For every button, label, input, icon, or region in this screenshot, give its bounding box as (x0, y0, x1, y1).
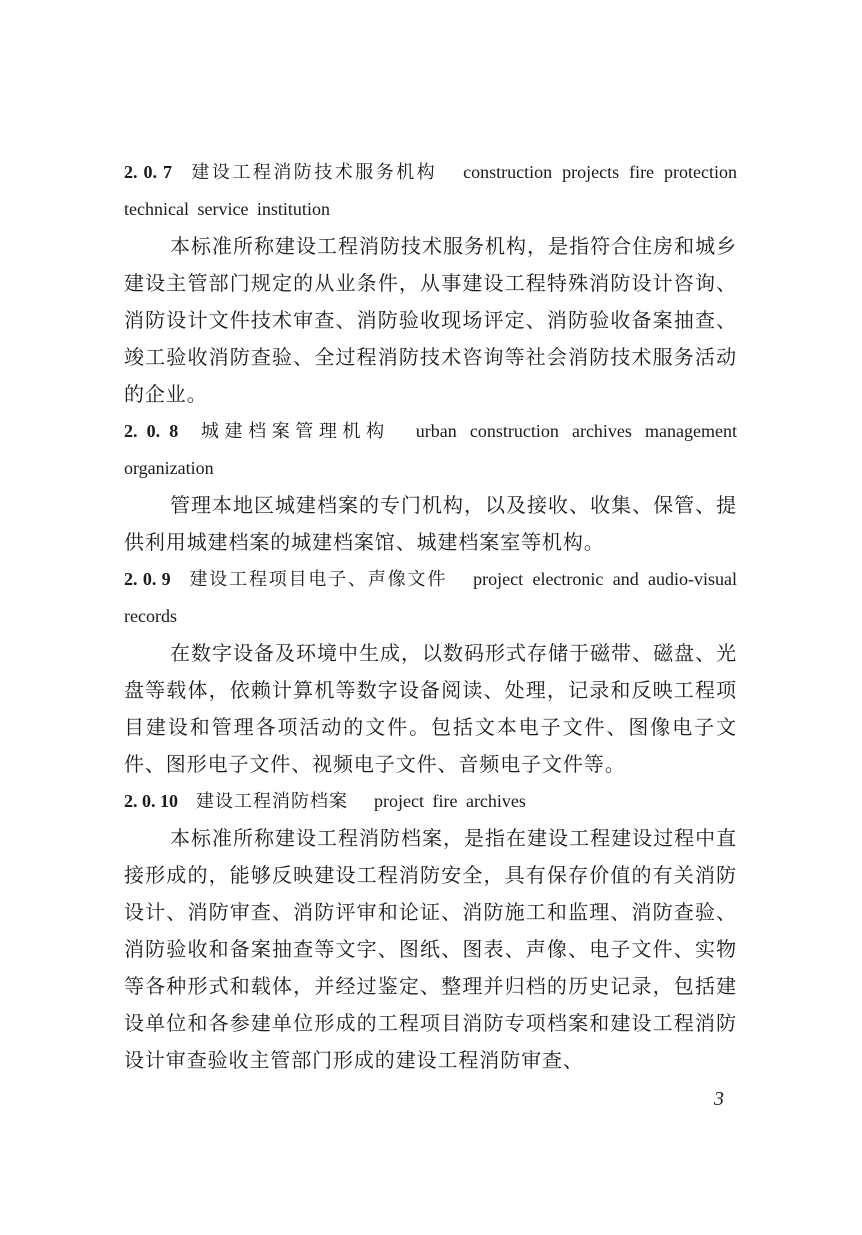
term-title-zh: 建设工程消防技术服务机构 (189, 162, 438, 183)
term-definition: 在数字设备及环境中生成，以数码形式存储于磁带、磁盘、光盘等载体，依赖计算机等数字设备阅读、处理，记录和反映工程项目建设和管理各项活动的文件。包括文本电子文件、图像电子文件、图形电子文件、视频电子文件、音频电子文件等。 (124, 641, 737, 776)
term-heading (124, 154, 737, 228)
term-number: 2. 0. 10 (124, 791, 178, 811)
document-page (124, 154, 737, 1079)
term-definition: 管理本地区城建档案的专门机构，以及接收、收集、保管、提供利用城建档案的城建档案馆、城建档案室等机构。 (124, 493, 737, 554)
term-title-en: project fire archives (374, 791, 526, 811)
page-number: 3 (714, 1088, 724, 1110)
term-definition: 本标准所称建设工程消防技术服务机构，是指符合住房和城乡建设主管部门规定的从业条件，从事建设工程特殊消防设计咨询、消防设计文件技术审查、消防验收现场评定、消防验收备案抽查、竣工验收消防查验、全过程消防技术咨询等社会消防技术服务活动的企业。 (124, 234, 737, 406)
term-number: 2. 0. 7 (124, 162, 172, 182)
term-title-en: urban construction archives management organization (124, 421, 737, 478)
term-title-zh: 建设工程消防档案 (196, 791, 348, 812)
term-title-en: construction projects fire protection technical service institution (124, 162, 737, 219)
term-2-0-7 (124, 154, 737, 413)
term-title-zh: 建设工程项目电子、声像文件 (188, 569, 448, 590)
term-2-0-8 (124, 413, 737, 561)
term-definition: 本标准所称建设工程消防档案，是指在建设工程建设过程中直接形成的，能够反映建设工程消防安全，具有保存价值的有关消防设计、消防审查、消防评审和论证、消防施工和监理、消防查验、消防验收和备案抽查等文字、图纸、图表、声像、电子文件、实物等各种形式和载体，并经过鉴定、整理并归档的历史记录，包括建设单位和各参建单位形成的工程项目消防专项档案和建设工程消防设计审查验收主管部门形成的建设工程消防审查、 (124, 826, 737, 1072)
term-heading (124, 561, 737, 635)
term-title-zh: 城建档案管理机构 (196, 421, 390, 442)
term-number: 2. 0. 9 (124, 569, 171, 589)
term-number: 2. 0. 8 (124, 421, 179, 441)
term-title-en: project electronic and audio-visual records (124, 569, 738, 626)
term-heading (124, 413, 737, 487)
term-heading (124, 783, 737, 820)
term-2-0-10 (124, 783, 737, 1079)
term-2-0-9 (124, 561, 737, 783)
